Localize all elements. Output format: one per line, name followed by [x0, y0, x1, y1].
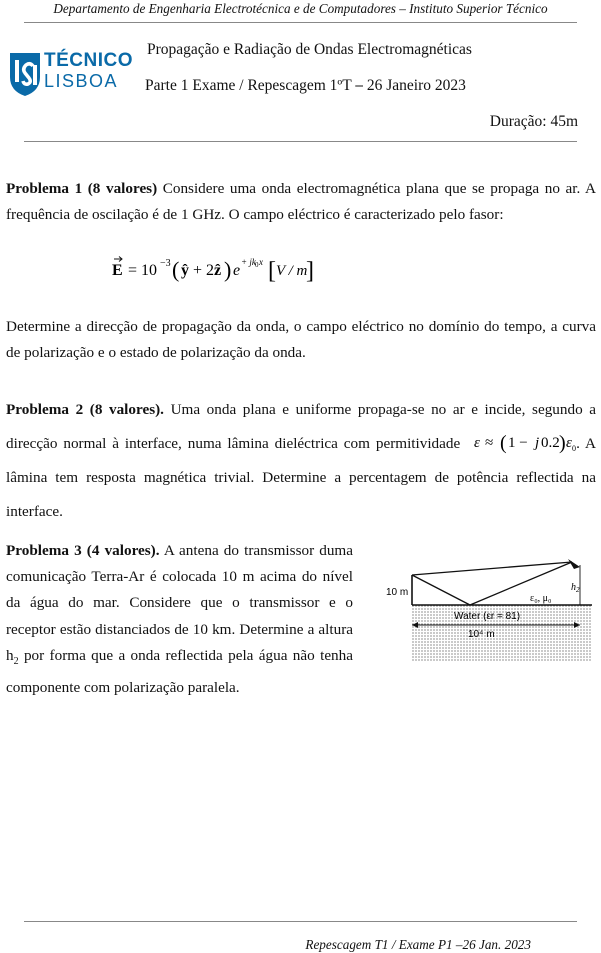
problem1-question: Determine a direcção de propagação da onda, o campo eléctrico no domínio do tempo, a curva de polarização e o estado de polarização da onda. — [6, 318, 596, 361]
reflection-figure — [382, 557, 597, 663]
problem2-title: Problema 2 (8 valores). — [6, 401, 164, 418]
h2-label: $h_2$ — [571, 582, 580, 594]
problem2-statement — [6, 393, 596, 529]
svg-text:= 10: = 10 — [128, 262, 158, 279]
problem3-text-end: por forma que a onda reflectida pela água não tenha componente com polarização paralela. — [6, 646, 353, 697]
problem3-text: A antena do transmissor duma comunicação Terra-Ar é colocada 10 m acima do nível da água do mar. Considere que o transmissor e o receptor estão distanciados de 10 km. Determine a altura h — [6, 542, 353, 664]
course-title: Propagação e Radiação de Ondas Electromagnéticas — [147, 41, 472, 58]
logo-line1: TÉCNICO — [44, 50, 133, 71]
svg-text:V / m: V / m — [276, 263, 308, 279]
distance-label: 10⁴ m — [468, 629, 495, 640]
svg-text:): ) — [224, 257, 232, 282]
svg-text:[: [ — [268, 258, 276, 284]
institution-header: Departamento de Engenharia Electrotécnica e de Computadores – Instituto Superior Técnico — [53, 1, 548, 16]
ist-logo-icon — [8, 51, 42, 97]
incident-ray — [412, 575, 470, 605]
footer-rule — [24, 921, 577, 922]
problem1-statement — [6, 176, 596, 228]
height-label: 10 m — [386, 587, 409, 598]
direct-ray — [412, 562, 572, 575]
svg-text:j: j — [535, 435, 540, 451]
svg-text:ẑ: ẑ — [214, 262, 222, 279]
problem1-equation — [112, 255, 312, 292]
svg-text:ŷ: ŷ — [181, 262, 189, 279]
svg-text:0: 0 — [255, 261, 259, 269]
exam-duration: Duração: 45m — [489, 113, 578, 130]
permittivity-equation — [472, 430, 576, 454]
svg-text:(: ( — [500, 432, 507, 454]
svg-text:ε: ε — [474, 435, 481, 451]
electric-field-phasor — [112, 255, 312, 287]
medium-label: ε₀, μ₀ — [530, 593, 552, 604]
aircraft-icon — [568, 559, 580, 569]
problem3-statement — [6, 538, 353, 701]
problem2-text-end: . A lâmina tem resposta magnética trivial. Determine a percentagem de potência reflectida na interface. — [6, 435, 596, 520]
problem1-text: Considere uma onda electromagnética plana que se propaga no ar. A frequência de oscilação é de 1 GHz. O campo eléctrico é caracterizado pelo fasor: — [6, 180, 596, 223]
svg-text:+ 2: + 2 — [193, 262, 215, 279]
problem3-sub: 2 — [13, 655, 19, 667]
problem1-title: Problema 1 (8 valores) — [6, 180, 158, 197]
logo-line2: LISBOA — [44, 71, 119, 91]
svg-text:ε: ε — [566, 435, 573, 451]
svg-text:E: E — [112, 262, 123, 279]
svg-text:(: ( — [172, 257, 180, 282]
problem2-text: Uma onda plana e uniforme propaga-se no ar e incide, segundo a direcção normal à interface, numa lâmina dieléctrica com permitividade — [6, 401, 596, 452]
header-rule — [24, 22, 577, 23]
water-label: Water (εr = 81) — [454, 611, 521, 622]
svg-text:x: x — [259, 257, 263, 267]
svg-text:−3: −3 — [160, 258, 171, 269]
svg-text:e: e — [233, 262, 241, 279]
ist-logo — [8, 49, 133, 99]
svg-text:+ jk: + jk — [241, 257, 256, 267]
section-rule — [24, 141, 577, 142]
svg-text:1 −: 1 − — [508, 435, 528, 451]
svg-text:0: 0 — [572, 444, 577, 453]
reflection-diagram — [382, 557, 597, 663]
problem3-title: Problema 3 (4 valores). — [6, 542, 160, 559]
svg-text:≈: ≈ — [485, 435, 494, 451]
svg-text:0.2: 0.2 — [541, 435, 560, 451]
svg-text:]: ] — [306, 258, 314, 284]
footer-text: Repescagem T1 / Exame P1 –26 Jan. 2023 — [305, 937, 531, 952]
svg-text:): ) — [559, 432, 566, 454]
exam-title: Parte 1 Exame / Repescagem 1ºT ⎯ 26 Janeiro 2023 — [145, 77, 466, 94]
